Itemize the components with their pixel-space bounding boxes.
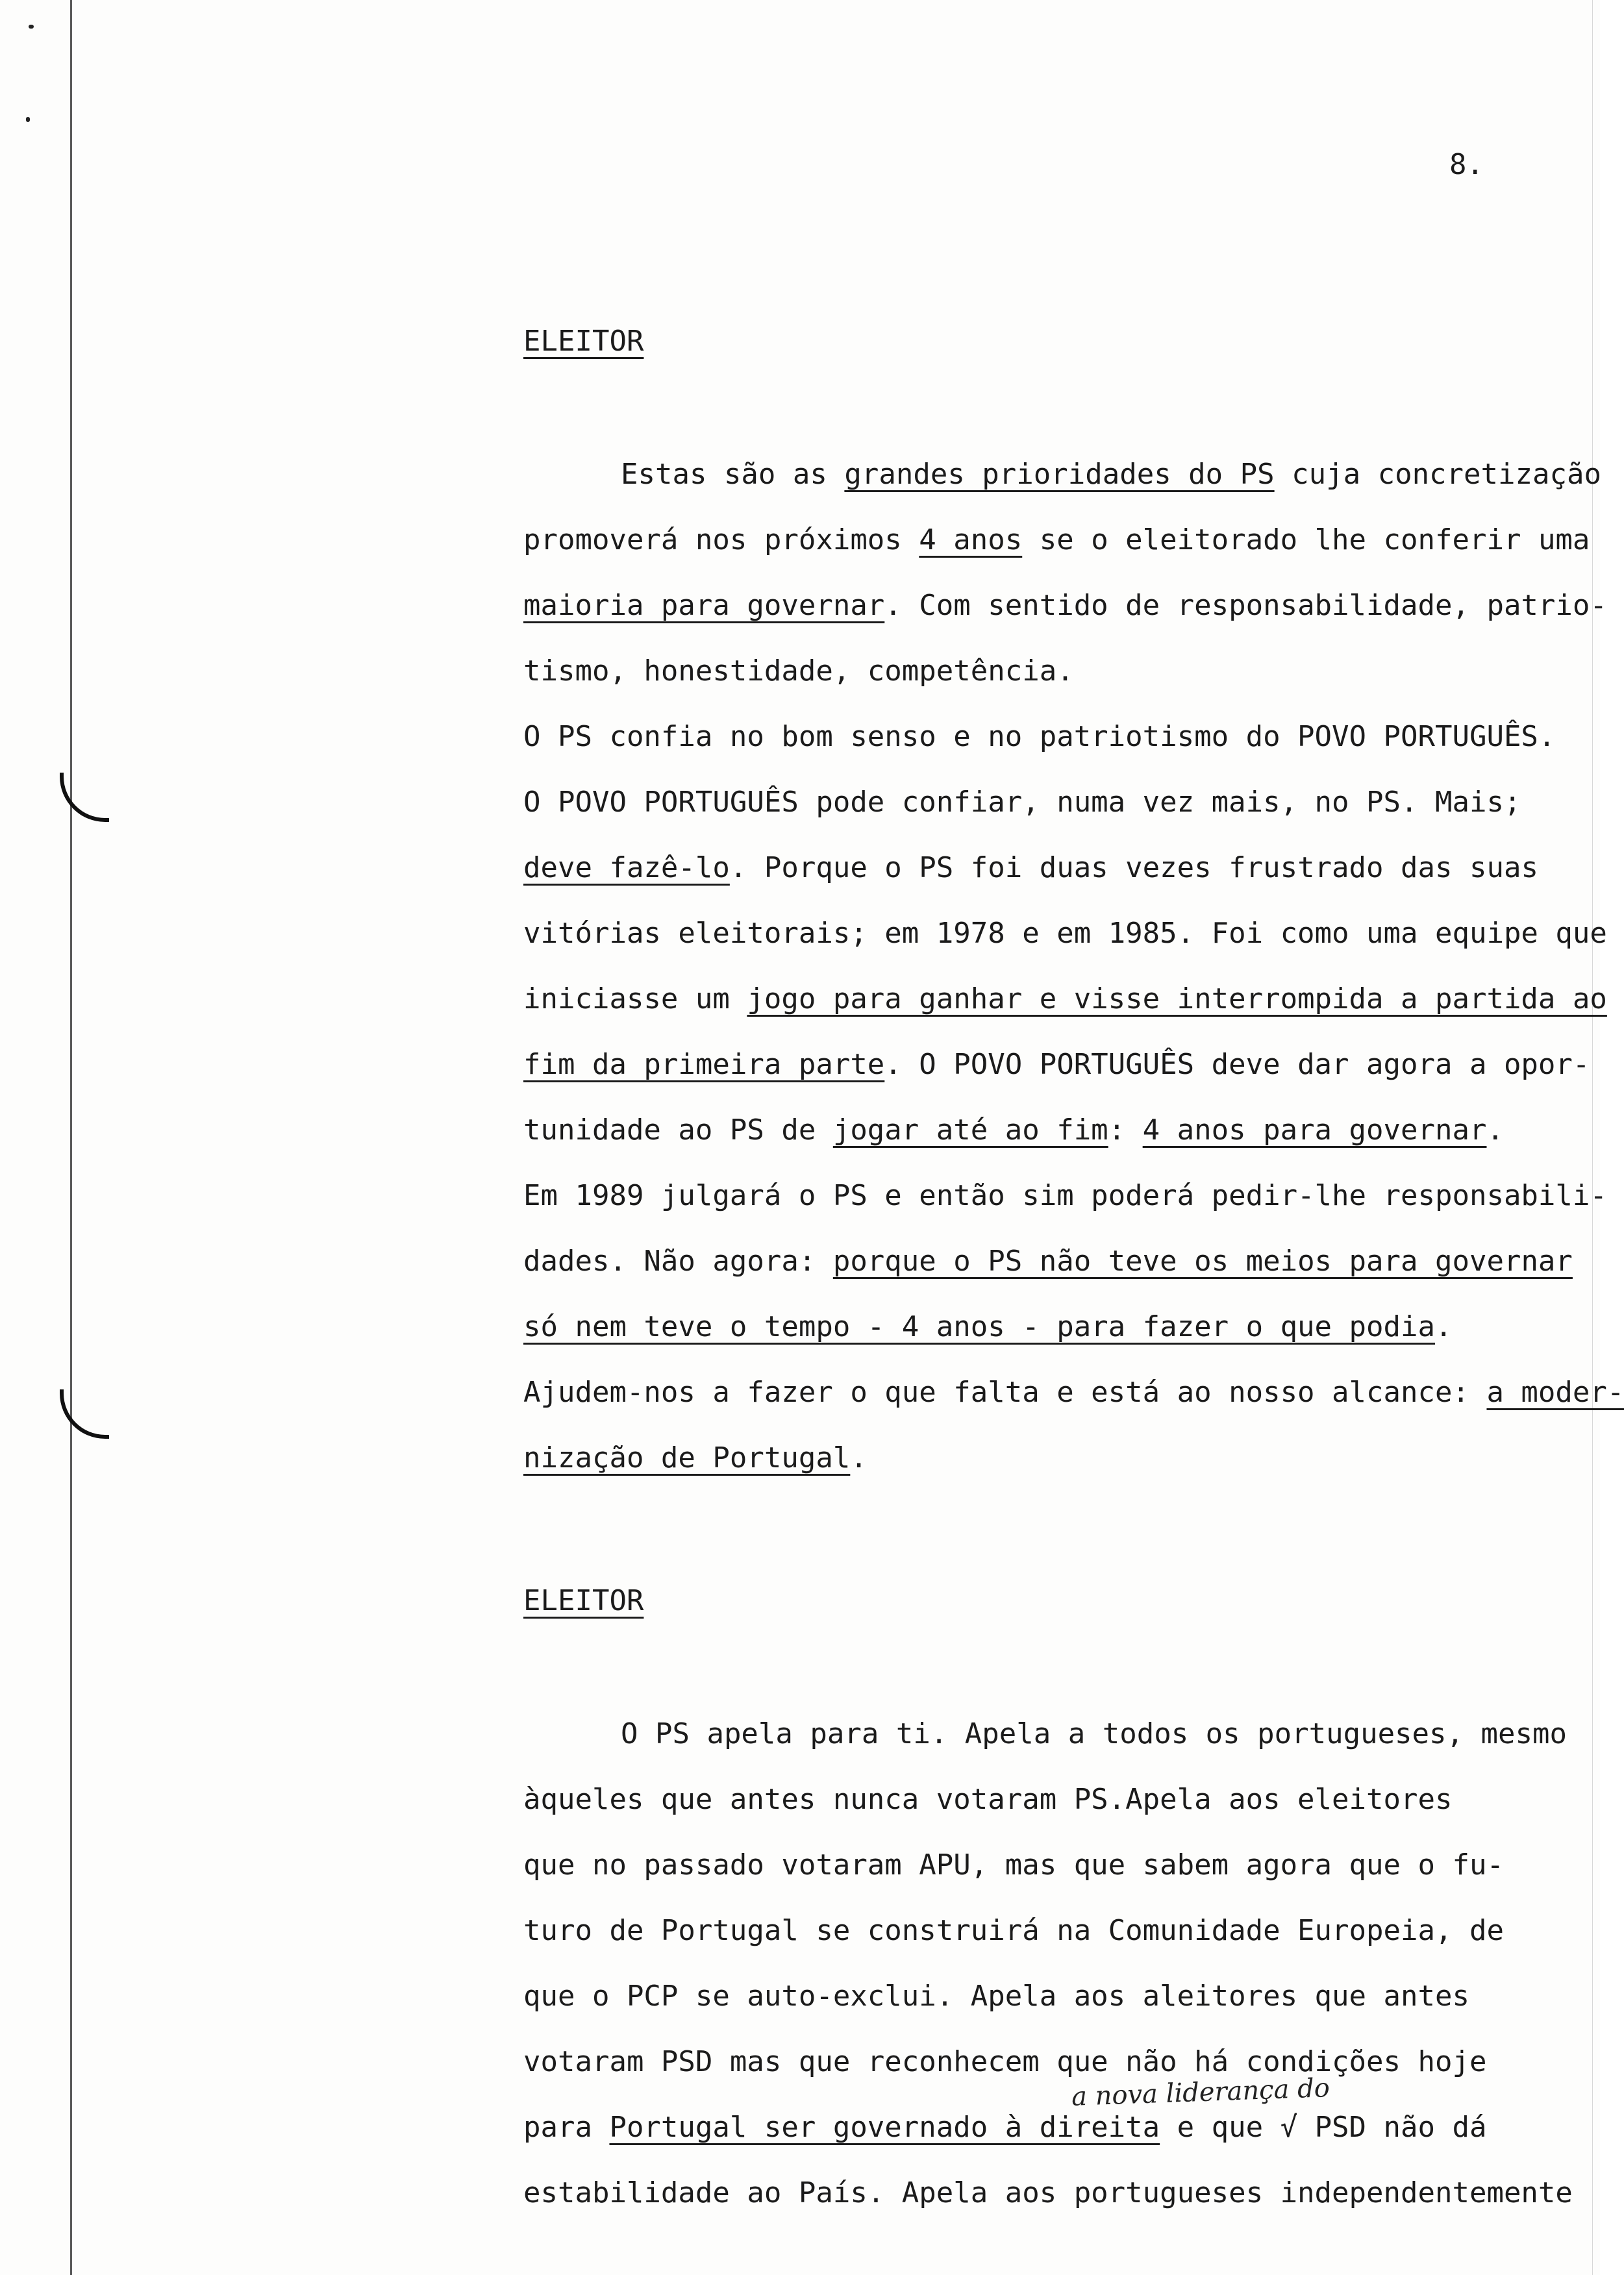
- section-heading-text: ELEITOR: [523, 1584, 644, 1617]
- underlined-phrase: deve fazê-lo: [523, 851, 730, 884]
- text-run: para: [523, 2111, 610, 2144]
- text-line: [523, 1097, 1562, 1163]
- section-1-body: [523, 441, 1624, 1491]
- text-run: .: [1434, 1310, 1453, 1343]
- text-run: tunidade ao PS de: [523, 1113, 833, 1147]
- underlined-phrase: só nem teve o tempo - 4 anos - para fazer o que podia: [523, 1310, 1435, 1343]
- punch-hole-mark: [60, 773, 109, 822]
- text-line: [523, 704, 1562, 769]
- underlined-phrase: fim da primeira parte: [523, 1048, 885, 1081]
- text-run: . Porque o PS foi duas vezes frustrado das suas: [729, 851, 1538, 884]
- text-run: turo de Portugal se construirá na Comunidade Europeia, de: [523, 1914, 1504, 1947]
- left-margin-line: [70, 0, 72, 2275]
- underlined-phrase: jogar até ao fim: [832, 1113, 1108, 1147]
- text-line: [523, 835, 1562, 901]
- section-heading: [523, 1584, 643, 1617]
- text-run: estabilidade ao País. Apela aos portugueses independentemente: [523, 2176, 1573, 2209]
- text-line: [523, 1701, 1567, 1767]
- paper-speck: [29, 25, 34, 29]
- text-line: [523, 441, 1601, 507]
- text-line: [523, 1294, 1562, 1360]
- text-run: que no passado votaram APU, mas que sabem agora que o fu-: [523, 1848, 1504, 1882]
- text-run: iniciasse um: [523, 982, 747, 1015]
- underlined-phrase: jogo para ganhar e visse interrompida a partida ao: [747, 982, 1607, 1015]
- underlined-phrase: grandes prioridades do PS: [844, 458, 1275, 491]
- underlined-phrase: 4 anos: [919, 523, 1023, 556]
- underlined-phrase: nização de Portugal: [523, 1441, 851, 1474]
- text-line: [523, 901, 1607, 966]
- text-line: [523, 1228, 1573, 1294]
- text-line: [523, 2095, 1562, 2160]
- text-line: [523, 1963, 1562, 2029]
- text-run: √: [1280, 2111, 1298, 2144]
- text-run: se o eleitorado lhe conferir uma: [1022, 523, 1590, 556]
- right-edge-line: [1592, 0, 1593, 2275]
- text-run: dades. Não agora:: [523, 1245, 833, 1278]
- text-line: [523, 2029, 1562, 2095]
- text-run: .: [1486, 1113, 1504, 1147]
- section-heading: [523, 325, 643, 358]
- text-line: [523, 1163, 1607, 1228]
- text-line: [523, 966, 1607, 1032]
- underlined-phrase: a moder-: [1486, 1376, 1624, 1409]
- paper-speck: [26, 117, 30, 122]
- text-run: O PS confia no bom senso e no patriotismo do POVO PORTUGUÊS.: [523, 720, 1556, 753]
- section-heading-text: ELEITOR: [523, 325, 644, 358]
- text-run: .: [850, 1441, 868, 1474]
- text-line: [523, 1898, 1562, 1963]
- section-2-body: [523, 1701, 1573, 2226]
- text-line: [523, 769, 1562, 835]
- underlined-phrase: porque o PS não teve os meios para governar: [832, 1245, 1573, 1278]
- text-line: [523, 2160, 1573, 2226]
- page-number: 8.: [1449, 148, 1484, 181]
- text-run: :: [1108, 1113, 1143, 1147]
- text-line: [523, 1032, 1590, 1097]
- text-line: [523, 638, 1562, 704]
- handwritten-annotation: a nova liderança do: [1071, 2073, 1330, 2112]
- text-run: cuja concretização: [1274, 458, 1601, 491]
- text-run: vitórias eleitorais; em 1978 e em 1985. Foi como uma equipe que: [523, 917, 1607, 950]
- text-run: que o PCP se auto-exclui. Apela aos aleitores que antes: [523, 1980, 1469, 2013]
- text-run: tismo, honestidade, competência.: [523, 654, 1074, 688]
- text-run: . O POVO PORTUGUÊS deve dar agora a opor-: [884, 1048, 1590, 1081]
- text-line: [523, 1425, 1562, 1491]
- underlined-phrase: Portugal ser governado à direita: [609, 2111, 1160, 2144]
- text-run: Estas são as: [621, 458, 845, 491]
- text-run: promoverá nos próximos: [523, 523, 919, 556]
- underlined-phrase: 4 anos para governar: [1142, 1113, 1487, 1147]
- text-run: O POVO PORTUGUÊS pode confiar, numa vez mais, no PS. Mais;: [523, 786, 1521, 819]
- text-line: [523, 1832, 1562, 1898]
- text-run: . Com sentido de responsabilidade, patrio-: [884, 589, 1607, 622]
- text-run: Em 1989 julgará o PS e então sim poderá pedir-lhe responsabili-: [523, 1179, 1607, 1212]
- text-run: votaram PSD mas que reconhecem que não há condições hoje: [523, 2045, 1487, 2078]
- text-run: PSD não dá: [1297, 2111, 1487, 2144]
- underlined-phrase: maioria para governar: [523, 589, 885, 622]
- text-line: [523, 573, 1607, 638]
- text-run: e que: [1160, 2111, 1280, 2144]
- text-line: [523, 1767, 1562, 1832]
- text-run: àqueles que antes nunca votaram PS.Apela aos eleitores: [523, 1783, 1453, 1816]
- punch-hole-mark: [60, 1389, 109, 1439]
- text-line: [523, 507, 1590, 573]
- text-run: O PS apela para ti. Apela a todos os portugueses, mesmo: [621, 1717, 1567, 1750]
- text-line: [523, 1360, 1624, 1425]
- text-run: Ajudem-nos a fazer o que falta e está ao nosso alcance:: [523, 1376, 1487, 1409]
